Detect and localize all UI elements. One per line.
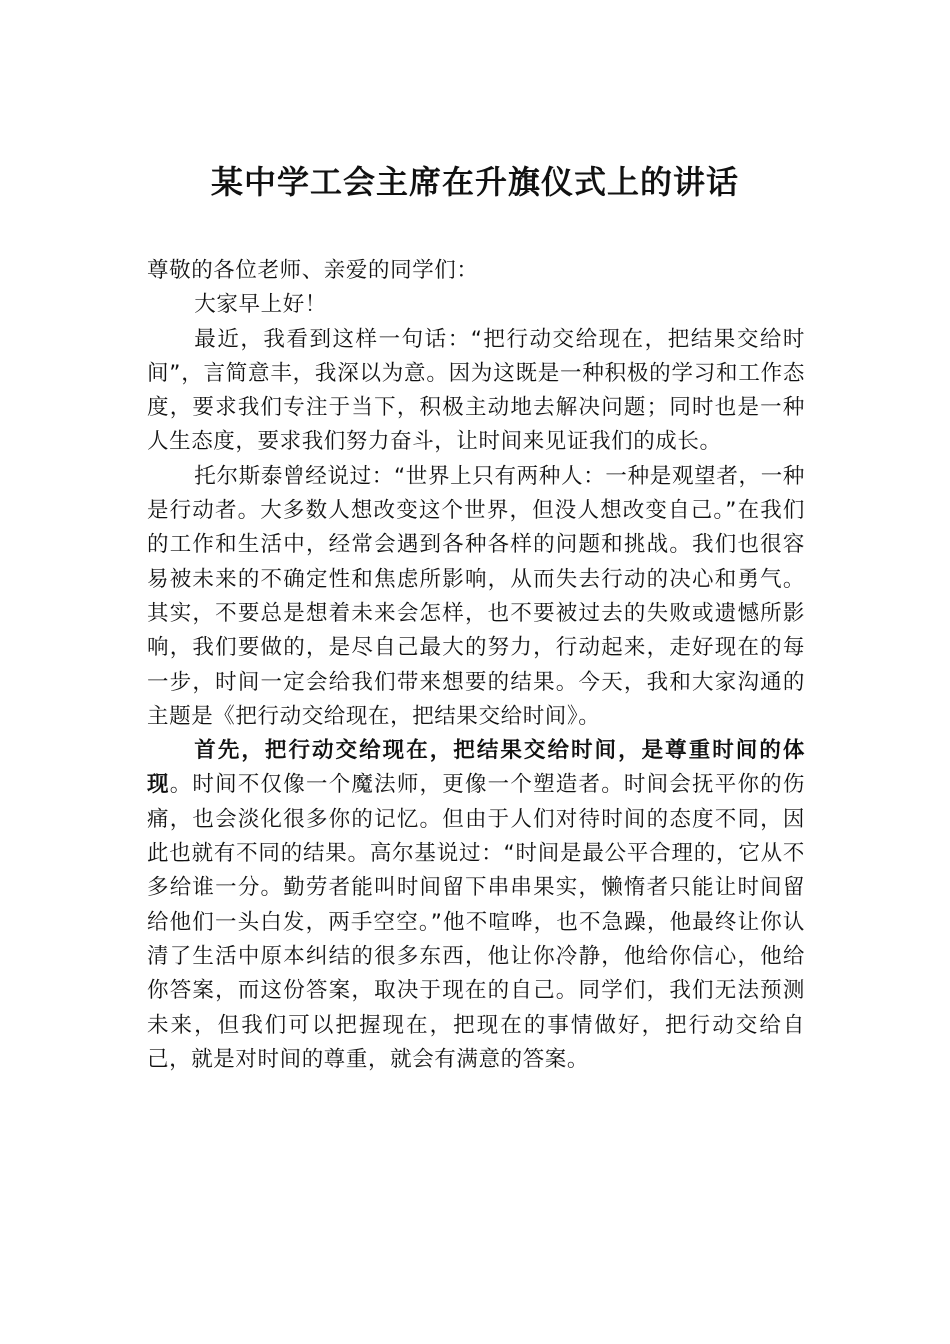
paragraph-section-1: [147, 734, 805, 1077]
section-1-text: 。时间不仅像一个魔法师，更像一个塑造者。时间会抚平你的伤痛，也会淡化很多你的记忆。但由于人们对待时间的态度不同，因此也就有不同的结果。高尔基说过：“时间是最公平合理的，它从不多给谁一分。勤劳者能叫时间留下串串果实，懒惰者只能让时间留给他们一头白发，两手空空。”他不喧哗，也不急躁，他最终让你认清了生活中原本纠结的很多东西，他让你冷静，他给你信心，他给你答案，而这份答案，取决于现在的自己。同学们，我们无法预测未来，但我们可以把握现在，把现在的事情做好，把行动交给自己，就是对时间的尊重，就会有满意的答案。: [147, 772, 805, 1072]
salutation: 尊敬的各位老师、亲爱的同学们：: [147, 258, 479, 283]
document-body: [147, 254, 805, 1077]
greeting: 大家早上好！: [194, 292, 327, 318]
section-1-heading: 首先，把行动交给现在，把结果交给时间，是尊重时间的体现: [147, 738, 805, 798]
paragraph-intro: 最近，我看到这样一句话：“把行动交给现在，把结果交给时间”，言简意丰，我深以为意。因为这既是一种积极的学习和工作态度，要求我们专注于当下，积极主动地去解决问题；同时也是一种人生态度，要求我们努力奋斗，让时间来见证我们的成长。: [147, 326, 805, 455]
document-title: 某中学工会主席在升旗仪式上的讲话: [210, 163, 739, 201]
paragraph-tolstoy: 托尔斯泰曾经说过：“世界上只有两种人：一种是观望者，一种是行动者。大多数人想改变这个世界，但没人想改变自己。”在我们的工作和生活中，经常会遇到各种各样的问题和挑战。我们也很容易被未来的不确定性和焦虑所影响，从而失去行动的决心和勇气。其实，不要总是想着未来会怎样，也不要被过去的失败或遗憾所影响，我们要做的，是尽自己最大的努力，行动起来，走好现在的每一步，时间一定会给我们带来想要的结果。今天，我和大家沟通的主题是《把行动交给现在，把结果交给时间》。: [147, 463, 805, 729]
